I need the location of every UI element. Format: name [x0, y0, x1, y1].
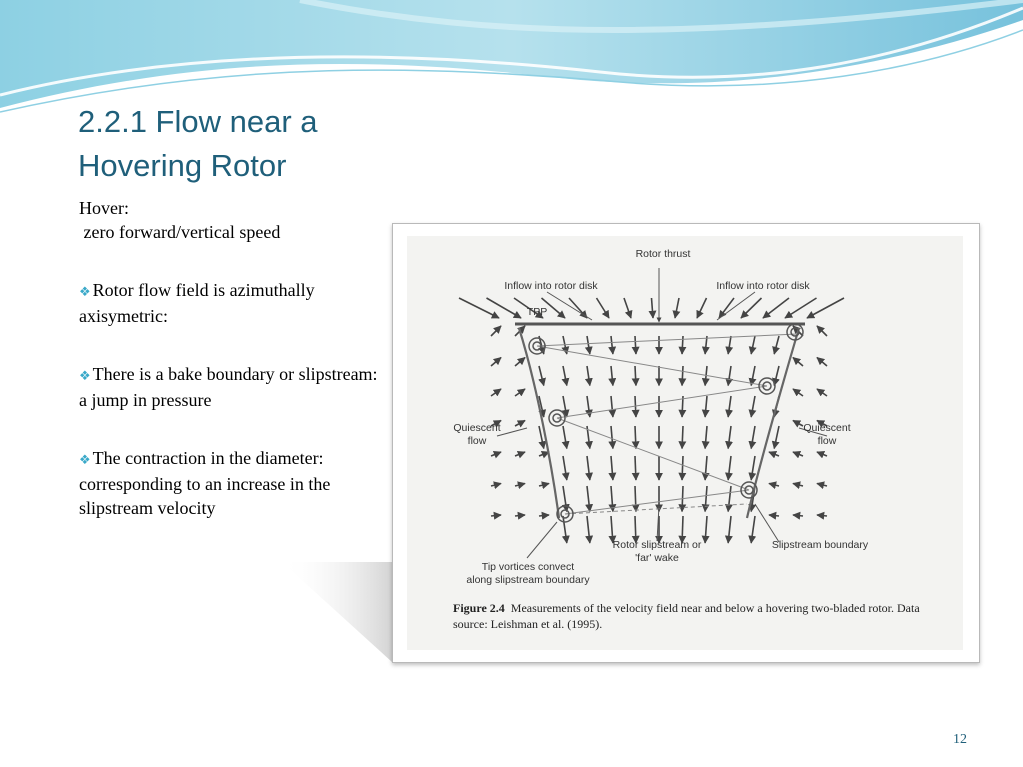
velocity-arrow — [769, 515, 779, 516]
velocity-arrow — [682, 366, 683, 386]
velocity-arrow — [587, 486, 590, 512]
velocity-arrow — [491, 326, 501, 336]
velocity-arrow — [817, 389, 827, 396]
vortex-path-lines — [537, 334, 797, 514]
velocity-arrow — [793, 358, 803, 367]
velocity-arrow — [515, 515, 525, 516]
velocity-arrow — [705, 426, 707, 449]
velocity-arrow — [563, 456, 567, 480]
velocity-arrow — [539, 484, 549, 487]
velocity-arrow — [769, 484, 779, 487]
slide-body-text — [79, 196, 389, 520]
velocity-arrow — [682, 426, 683, 449]
velocity-arrow — [611, 336, 613, 354]
label-rotor-thrust: Rotor thrust — [635, 248, 691, 260]
velocity-arrow — [635, 336, 636, 354]
inflow-arrow — [741, 298, 762, 318]
velocity-arrow — [515, 452, 525, 456]
velocity-arrow — [774, 426, 779, 449]
velocity-arrow — [817, 484, 827, 487]
label-inflow-left: Inflow into rotor disk — [504, 280, 598, 292]
page-number: 12 — [953, 732, 967, 747]
bullet-item: ❖ Rotor flow field is azimuthally axisymetric: — [79, 280, 315, 326]
figure-caption-label: Figure 2.4 — [453, 601, 505, 615]
velocity-arrow — [751, 366, 755, 386]
velocity-arrow — [817, 515, 827, 516]
velocity-arrow — [587, 456, 590, 480]
velocity-arrow — [611, 366, 613, 386]
velocity-arrow — [705, 486, 707, 512]
velocity-arrow — [793, 452, 803, 456]
velocity-arrow — [769, 452, 779, 456]
velocity-arrow — [751, 336, 755, 354]
velocity-arrow — [751, 456, 755, 480]
inflow-arrow — [624, 298, 631, 318]
velocity-arrow — [563, 516, 567, 543]
velocity-arrow — [728, 516, 731, 543]
figure-frame — [392, 223, 980, 663]
velocity-arrow — [515, 389, 525, 396]
velocity-arrow — [817, 452, 827, 456]
velocity-arrow — [491, 484, 501, 487]
diamond-bullet-icon: ❖ — [79, 284, 91, 299]
label-quiescent-right: Quiescent flow — [803, 422, 851, 447]
velocity-arrow — [728, 456, 731, 480]
velocity-arrow — [491, 515, 501, 516]
inflow-arrow — [675, 298, 679, 318]
figure-image — [407, 236, 963, 650]
velocity-arrow — [539, 515, 549, 516]
velocity-arrow — [587, 516, 590, 543]
velocity-arrow — [611, 426, 613, 449]
velocity-arrow — [635, 486, 636, 512]
velocity-arrow — [793, 389, 803, 396]
velocity-arrow — [793, 484, 803, 487]
velocity-arrow — [491, 358, 501, 367]
slide-title — [78, 100, 318, 188]
velocity-arrow — [705, 456, 707, 480]
velocity-arrow — [793, 515, 803, 516]
velocity-arrow — [751, 426, 755, 449]
velocity-arrow — [728, 426, 731, 449]
hover-label: Hover: — [79, 198, 129, 218]
velocity-arrow — [635, 366, 636, 386]
label-inflow-right: Inflow into rotor disk — [716, 280, 810, 292]
label-tip-vortices: Tip vortices convect along slipstream boundary — [466, 561, 590, 586]
velocity-arrow — [563, 366, 567, 386]
velocity-arrow — [563, 486, 567, 512]
diamond-bullet-icon: ❖ — [79, 452, 91, 467]
velocity-arrow — [587, 366, 590, 386]
figure-caption — [453, 600, 953, 632]
velocity-arrow — [515, 484, 525, 487]
label-tpp: TPP — [526, 306, 548, 318]
label-slipstream-boundary: Slipstream boundary — [771, 539, 869, 551]
velocity-arrow — [817, 326, 827, 336]
velocity-arrow — [491, 452, 501, 456]
hover-description: zero forward/vertical speed — [83, 222, 281, 242]
inflow-arrow — [652, 298, 654, 318]
velocity-arrow — [611, 396, 613, 417]
label-rotor-slipstream: Rotor slipstream or 'far' wake — [612, 539, 702, 564]
velocity-arrow — [491, 389, 501, 396]
velocity-arrow — [751, 396, 755, 417]
velocity-arrow — [728, 366, 731, 386]
velocity-arrow — [728, 336, 731, 354]
velocity-arrow — [611, 456, 613, 480]
velocity-arrow — [682, 456, 683, 480]
velocity-arrow — [682, 336, 683, 354]
velocity-arrow — [635, 426, 636, 449]
velocity-arrow — [774, 336, 779, 354]
inflow-arrow — [763, 298, 789, 318]
velocity-arrow — [817, 358, 827, 367]
velocity-arrow — [539, 366, 544, 386]
diamond-bullet-icon: ❖ — [79, 368, 91, 383]
velocity-arrow — [587, 336, 590, 354]
slide-title-line2: Hovering Rotor — [78, 148, 287, 183]
bullet-item: ❖ The contraction in the diameter: corresponding to an increase in the slipstream velocity — [79, 448, 331, 518]
label-quiescent-left: Quiescent flow — [453, 422, 501, 447]
inflow-arrow — [597, 298, 610, 318]
bullet-item: ❖ There is a bake boundary or slipstream: a jump in pressure — [79, 364, 378, 410]
velocity-arrow — [635, 456, 636, 480]
velocity-arrow — [515, 358, 525, 367]
velocity-arrow — [515, 421, 525, 427]
figure-caption-text: Measurements of the velocity field near and below a hovering two-bladed rotor. Data source: Leishman et al. (1995). — [453, 601, 920, 631]
slide-title-line1: 2.2.1 Flow near a — [78, 104, 318, 139]
velocity-arrow — [563, 426, 567, 449]
velocity-arrow — [728, 486, 731, 512]
inflow-arrow — [719, 298, 734, 318]
velocity-arrow — [705, 396, 707, 417]
inflow-arrow — [697, 298, 707, 318]
velocity-arrow — [728, 396, 731, 417]
